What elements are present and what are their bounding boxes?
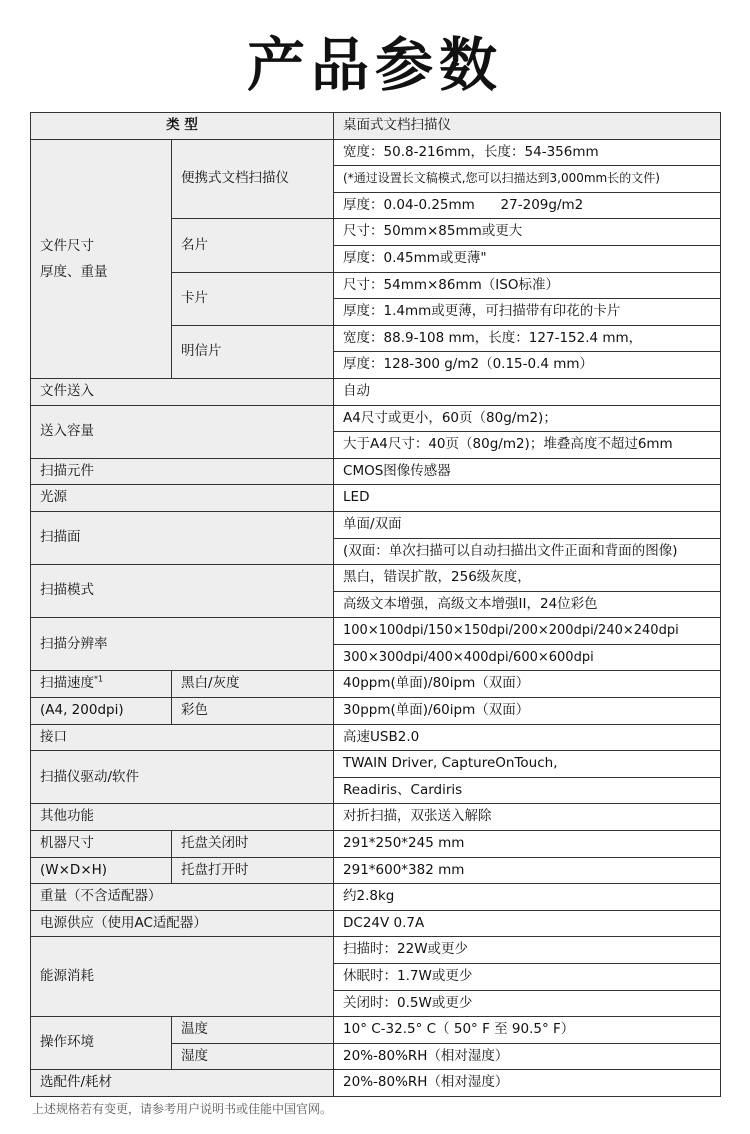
- options-label: 选配件/耗材: [31, 1070, 334, 1097]
- speed-color-label: 彩色: [172, 698, 334, 725]
- page-title: 产品参数: [246, 31, 503, 99]
- size-label-line1: 机器尺寸: [31, 831, 172, 858]
- table-row: [31, 485, 721, 512]
- table-row: [31, 618, 721, 645]
- resolution-value-1: 100×100dpi/150×150dpi/200×200dpi/240×240dpi: [334, 618, 721, 645]
- table-row: [31, 857, 721, 884]
- consumption-value-2: 休眠时：1.7W或更少: [334, 964, 721, 991]
- env-temp-value: 10° C-32.5° C（ 50° F 至 90.5° F）: [334, 1017, 721, 1044]
- options-value: 20%-80%RH（相对湿度）: [334, 1070, 721, 1097]
- table-row: [31, 1017, 721, 1044]
- interface-label: 接口: [31, 724, 334, 751]
- size-open-label: 托盘打开时: [172, 857, 334, 884]
- table-row: [31, 698, 721, 725]
- table-row: [31, 751, 721, 778]
- mode-value-1: 黑白，错误扩散，256级灰度，: [334, 565, 721, 592]
- side-value-1: 单面/双面: [334, 511, 721, 538]
- card-value-1: 尺寸：54mm×86mm（ISO标准）: [334, 272, 721, 299]
- table-row: [31, 937, 721, 964]
- header-type-label: 类 型: [31, 113, 334, 140]
- feed-value: 自动: [334, 378, 721, 405]
- postcard-value-1: 宽度：88.9-108 mm，长度：127-152.4 mm，: [334, 325, 721, 352]
- interface-value: 高速USB2.0: [334, 724, 721, 751]
- doc-size-label-line1: 文件尺寸: [40, 237, 94, 254]
- postcard-value-2: 厚度：128-300 g/m2（0.15-0.4 mm）: [334, 352, 721, 379]
- table-row: [31, 804, 721, 831]
- power-label: 电源供应（使用AC适配器）: [31, 910, 334, 937]
- light-value: LED: [334, 485, 721, 512]
- size-label-line2: (W×D×H): [31, 857, 172, 884]
- postcard-label: 明信片: [172, 325, 334, 378]
- consumption-value-3: 关闭时：0.5W或更少: [334, 990, 721, 1017]
- speed-label-line2: (A4, 200dpi): [31, 698, 172, 725]
- card-label: 卡片: [172, 272, 334, 325]
- consumption-value-1: 扫描时：22W或更少: [334, 937, 721, 964]
- env-hum-label: 湿度: [172, 1043, 334, 1070]
- table-row: [31, 724, 721, 751]
- speed-bw-label: 黑白/灰度: [172, 671, 334, 698]
- size-closed-label: 托盘关闭时: [172, 831, 334, 858]
- table-row-header: [31, 113, 721, 140]
- driver-label: 扫描仪驱动/软件: [31, 751, 334, 804]
- speed-label-line1: 扫描速度$^{*1}$: [31, 671, 172, 698]
- table-row: [31, 831, 721, 858]
- footnote: 上述规格若有变更，请参考用户说明书或佳能中国官网。: [32, 1102, 333, 1116]
- other-label: 其他功能: [31, 804, 334, 831]
- table-row: [31, 511, 721, 538]
- mode-label: 扫描模式: [31, 565, 334, 618]
- element-label: 扫描元件: [31, 458, 334, 485]
- table-row: [31, 458, 721, 485]
- env-label: 操作环境: [31, 1017, 172, 1070]
- table-row: [31, 139, 721, 166]
- table-row: [31, 1070, 721, 1097]
- weight-label: 重量（不含适配器）: [31, 884, 334, 911]
- capacity-value-1: A4尺寸或更小，60页（80g/m2)；: [334, 405, 721, 432]
- table-row: [31, 378, 721, 405]
- portable-value-3: 厚度：0.04-0.25mm 27-209g/m2: [334, 192, 721, 219]
- portable-value-1: 宽度：50.8-216mm，长度：54-356mm: [334, 139, 721, 166]
- mode-value-2: 高级文本增强，高级文本增强II，24位彩色: [334, 591, 721, 618]
- table-row: [31, 671, 721, 698]
- doc-size-label: [31, 139, 172, 378]
- side-value-2: (双面：单次扫描可以自动扫描出文件正面和背面的图像): [334, 538, 721, 565]
- portable-value-2: (*通过设置长文稿模式,您可以扫描达到3,000mm长的文件): [334, 166, 721, 193]
- feed-label: 文件送入: [31, 378, 334, 405]
- namecard-value-1: 尺寸：50mm×85mm或更大: [334, 219, 721, 246]
- resolution-value-2: 300×300dpi/400×400dpi/600×600dpi: [334, 644, 721, 671]
- driver-value-1: TWAIN Driver, CaptureOnTouch,: [334, 751, 721, 778]
- weight-value: 约2.8kg: [334, 884, 721, 911]
- side-label: 扫描面: [31, 511, 334, 564]
- resolution-label: 扫描分辨率: [31, 618, 334, 671]
- size-closed-value: 291*250*245 mm: [334, 831, 721, 858]
- capacity-value-2: 大于A4尺寸：40页（80g/m2)；堆叠高度不超过6mm: [334, 432, 721, 459]
- namecard-label: 名片: [172, 219, 334, 272]
- table-row: [31, 405, 721, 432]
- table-row: [31, 910, 721, 937]
- size-open-value: 291*600*382 mm: [334, 857, 721, 884]
- speed-bw-value: 40ppm(单面)/80ipm（双面）: [334, 671, 721, 698]
- namecard-value-2: 厚度：0.45mm或更薄": [334, 245, 721, 272]
- other-value: 对折扫描，双张送入解除: [334, 804, 721, 831]
- header-type-value: 桌面式文档扫描仪: [334, 113, 721, 140]
- table-row: [31, 565, 721, 592]
- speed-color-value: 30ppm(单面)/60ipm（双面）: [334, 698, 721, 725]
- capacity-label: 送入容量: [31, 405, 334, 458]
- light-label: 光源: [31, 485, 334, 512]
- env-hum-value: 20%-80%RH（相对湿度）: [334, 1043, 721, 1070]
- driver-value-2: Readiris、Cardiris: [334, 777, 721, 804]
- power-value: DC24V 0.7A: [334, 910, 721, 937]
- env-temp-label: 温度: [172, 1017, 334, 1044]
- card-value-2: 厚度：1.4mm或更薄，可扫描带有印花的卡片: [334, 299, 721, 326]
- element-value: CMOS图像传感器: [334, 458, 721, 485]
- doc-size-label-line2: 厚度、重量: [40, 263, 108, 280]
- consumption-label: 能源消耗: [31, 937, 334, 1017]
- table-row: [31, 884, 721, 911]
- spec-table: [30, 112, 721, 1097]
- portable-label: 便携式文档扫描仪: [172, 139, 334, 219]
